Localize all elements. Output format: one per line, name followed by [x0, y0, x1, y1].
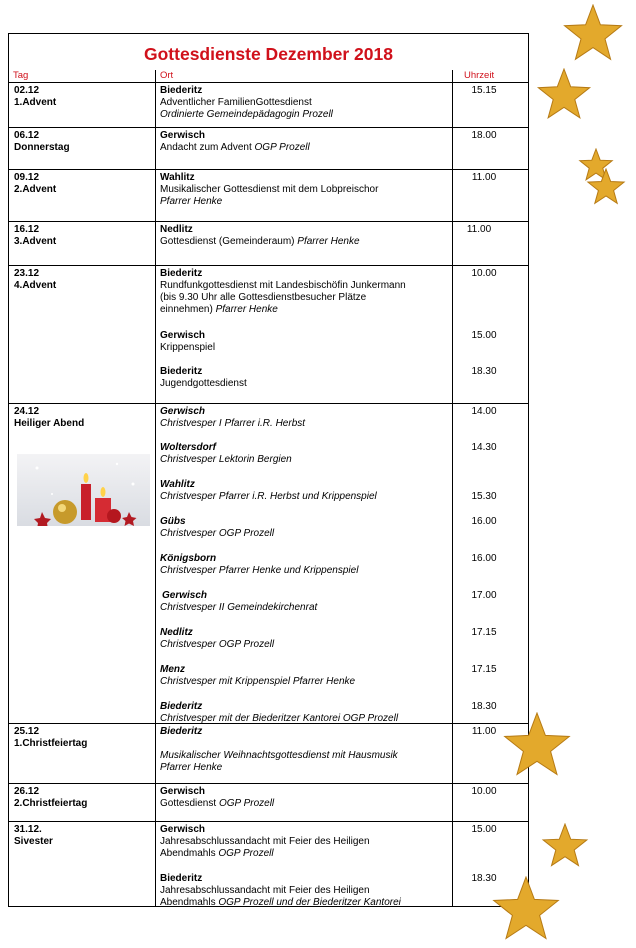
table-row [9, 821, 528, 908]
place-name: Woltersdorf [160, 442, 216, 453]
service-leader: OGP Prozell [218, 798, 275, 809]
time-cell: 14.30 [471, 442, 497, 453]
service-entry [160, 85, 450, 121]
service-text: Christvesper II Gemeindekirchenrat [160, 602, 318, 613]
service-text-plain: Andacht zum Advent [160, 142, 252, 153]
service-text-plain: Abendmahls [160, 848, 216, 859]
service-text [160, 142, 450, 154]
service-entry [160, 479, 450, 503]
place-name: Gerwisch [160, 330, 206, 341]
time-cell: 18.30 [471, 366, 497, 377]
place-name: Biederitz [160, 726, 203, 737]
place-name: Wahlitz [160, 172, 195, 183]
service-entry [160, 786, 450, 810]
service-text: Christvesper mit Krippenspiel Pfarrer Henke [160, 676, 356, 687]
service-entry [160, 268, 450, 316]
service-text: Rundfunkgottesdienst mit Landesbischöfin Junkermann [160, 280, 406, 291]
table-row [9, 169, 528, 222]
service-leader: Pfarrer Henke [297, 236, 360, 247]
date-label: 25.12 [14, 726, 40, 737]
service-leader: OGP Prozell und der Biederitzer Kantorei [218, 897, 401, 908]
day-label: 2.Christfeiertag [14, 798, 88, 809]
service-entry [160, 664, 450, 688]
service-entry [160, 873, 450, 909]
time-cell: 10.00 [471, 268, 497, 279]
service-text: Krippenspiel [160, 342, 216, 353]
date-cell [14, 406, 84, 430]
service-text: Jugendgottesdienst [160, 378, 247, 389]
gold-star-icon [562, 4, 624, 66]
service-text-plain: einnehmen) [160, 304, 213, 315]
place-name: Gerwisch [162, 590, 208, 601]
table-row [9, 83, 528, 127]
service-text [160, 848, 450, 860]
time-cell: 15.30 [471, 491, 497, 502]
date-cell [14, 172, 56, 196]
service-entry [160, 701, 450, 725]
date-cell [14, 130, 70, 154]
service-text-plain: Gottesdienst [160, 798, 217, 809]
service-entry [160, 224, 450, 248]
gold-star-icon [586, 168, 626, 208]
service-leader: Pfarrer Henke [215, 304, 278, 315]
service-text [160, 798, 450, 810]
date-label: 31.12. [14, 824, 42, 835]
time-cell: 16.00 [471, 553, 497, 564]
service-entry [160, 130, 450, 154]
service-entry [160, 726, 450, 774]
place-name: Gerwisch [160, 786, 206, 797]
date-label: 24.12 [14, 406, 40, 417]
time-cell: 11.00 [471, 726, 497, 737]
service-leader: Pfarrer Henke [160, 196, 223, 207]
day-label: Heiliger Abend [14, 418, 85, 429]
gold-star-icon [490, 876, 562, 946]
gold-star-icon [502, 712, 572, 782]
place-name: Gerwisch [160, 130, 206, 141]
place-name: Königsborn [160, 553, 217, 564]
service-text-plain: Gottesdienst (Gemeinderaum) [160, 236, 295, 247]
service-text [160, 236, 450, 248]
service-text: Christvesper I Pfarrer i.R. Herbst [160, 418, 306, 429]
place-name: Gerwisch [160, 406, 206, 417]
time-cell: 18.00 [471, 130, 497, 141]
table-row [9, 783, 528, 822]
service-entry [160, 553, 450, 577]
service-text: Christvesper Lektorin Bergien [160, 454, 292, 465]
service-text: Christvesper mit der Biederitzer Kantorei OGP Prozell [160, 713, 399, 724]
time-cell: 18.30 [471, 701, 497, 712]
day-label: 1.Christfeiertag [14, 738, 88, 749]
time-cell: 14.00 [471, 406, 497, 417]
service-leader: OGP Prozell [218, 848, 274, 859]
schedule-sheet [8, 33, 529, 907]
table-row [9, 403, 528, 724]
day-label: Donnerstag [14, 142, 70, 153]
service-entry [160, 442, 450, 466]
header-ort: Ort [160, 70, 174, 81]
time-cell: 17.15 [471, 664, 497, 675]
gold-star-icon [541, 823, 589, 871]
time-cell: 17.00 [471, 590, 497, 601]
service-text: Jahresabschlussandacht mit Feier des Heiligen [160, 836, 370, 847]
place-name: Biederitz [160, 268, 203, 279]
place-name: Menz [160, 664, 185, 675]
service-entry [160, 824, 450, 860]
place-name: Gerwisch [160, 824, 206, 835]
service-leader: OGP Prozell [254, 142, 310, 153]
date-cell [14, 268, 56, 292]
day-label: 1.Advent [14, 97, 57, 108]
place-name: Biederitz [160, 873, 203, 884]
gold-star-icon [536, 68, 592, 124]
date-label: 26.12 [14, 786, 40, 797]
service-entry [160, 172, 450, 208]
advent-candle-image [17, 454, 150, 526]
time-cell: 15.15 [471, 85, 497, 96]
service-entry [160, 330, 450, 354]
service-text: Christvesper Pfarrer i.R. Herbst und Krippenspiel [160, 491, 377, 502]
service-text: Christvesper OGP Prozell [160, 639, 275, 650]
service-text: Musikalischer Weihnachtsgottesdienst mit Hausmusik [160, 750, 398, 761]
place-name: Nedlitz [160, 627, 193, 638]
service-text: Christvesper OGP Prozell [160, 528, 275, 539]
time-cell: 16.00 [471, 516, 497, 527]
service-entry [160, 406, 450, 430]
date-cell [14, 224, 56, 248]
time-cell: 11.00 [466, 224, 492, 235]
service-entry [162, 590, 452, 614]
time-cell: 17.15 [471, 627, 497, 638]
day-label: 2.Advent [14, 184, 57, 195]
date-cell [14, 85, 56, 109]
place-name: Wahlitz [160, 479, 195, 490]
date-label: 09.12 [14, 172, 40, 183]
time-cell: 18.30 [471, 873, 497, 884]
service-text: Adventlicher FamilienGottesdienst [160, 97, 312, 108]
date-cell [14, 786, 87, 810]
date-cell [14, 726, 87, 750]
service-text-plain: Abendmahls [160, 897, 216, 908]
place-name: Nedlitz [160, 224, 193, 235]
place-name: Biederitz [160, 366, 203, 377]
service-entry [160, 627, 450, 651]
place-name: Biederitz [160, 701, 203, 712]
date-label: 23.12 [14, 268, 40, 279]
table-row [9, 127, 528, 170]
service-text: (bis 9.30 Uhr alle Gottesdienstbesucher Plätze [160, 292, 367, 303]
header-uhrzeit: Uhrzeit [464, 70, 495, 81]
service-leader: Pfarrer Henke [160, 762, 223, 773]
place-name: Biederitz [160, 85, 203, 96]
page-title: Gottesdienste Dezember 2018 [144, 44, 393, 64]
day-label: 3.Advent [14, 236, 57, 247]
day-label: Sivester [14, 836, 53, 847]
advent-candle-image [17, 454, 150, 526]
time-cell: 10.00 [471, 786, 497, 797]
time-cell: 15.00 [471, 330, 497, 341]
day-label: 4.Advent [14, 280, 57, 291]
date-label: 02.12 [14, 85, 40, 96]
service-entry [160, 516, 450, 540]
service-entry [160, 366, 450, 390]
table-row [9, 265, 528, 404]
service-text: Jahresabschlussandacht mit Feier des Heiligen [160, 885, 370, 896]
service-text [160, 304, 450, 316]
service-text: Christvesper Pfarrer Henke und Krippenspiel [160, 565, 359, 576]
table-row [9, 723, 528, 784]
date-label: 16.12 [14, 224, 40, 235]
time-cell: 15.00 [471, 824, 497, 835]
header-tag: Tag [13, 70, 29, 81]
time-cell: 11.00 [471, 172, 497, 183]
service-text [160, 897, 450, 909]
service-text: Musikalischer Gottesdienst mit dem Lobpreischor [160, 184, 379, 195]
date-cell [14, 824, 53, 848]
date-label: 06.12 [14, 130, 40, 141]
place-name: Gübs [160, 516, 186, 527]
table-row [9, 221, 528, 266]
service-leader: Ordinierte Gemeindepädagogin Prozell [160, 109, 333, 120]
